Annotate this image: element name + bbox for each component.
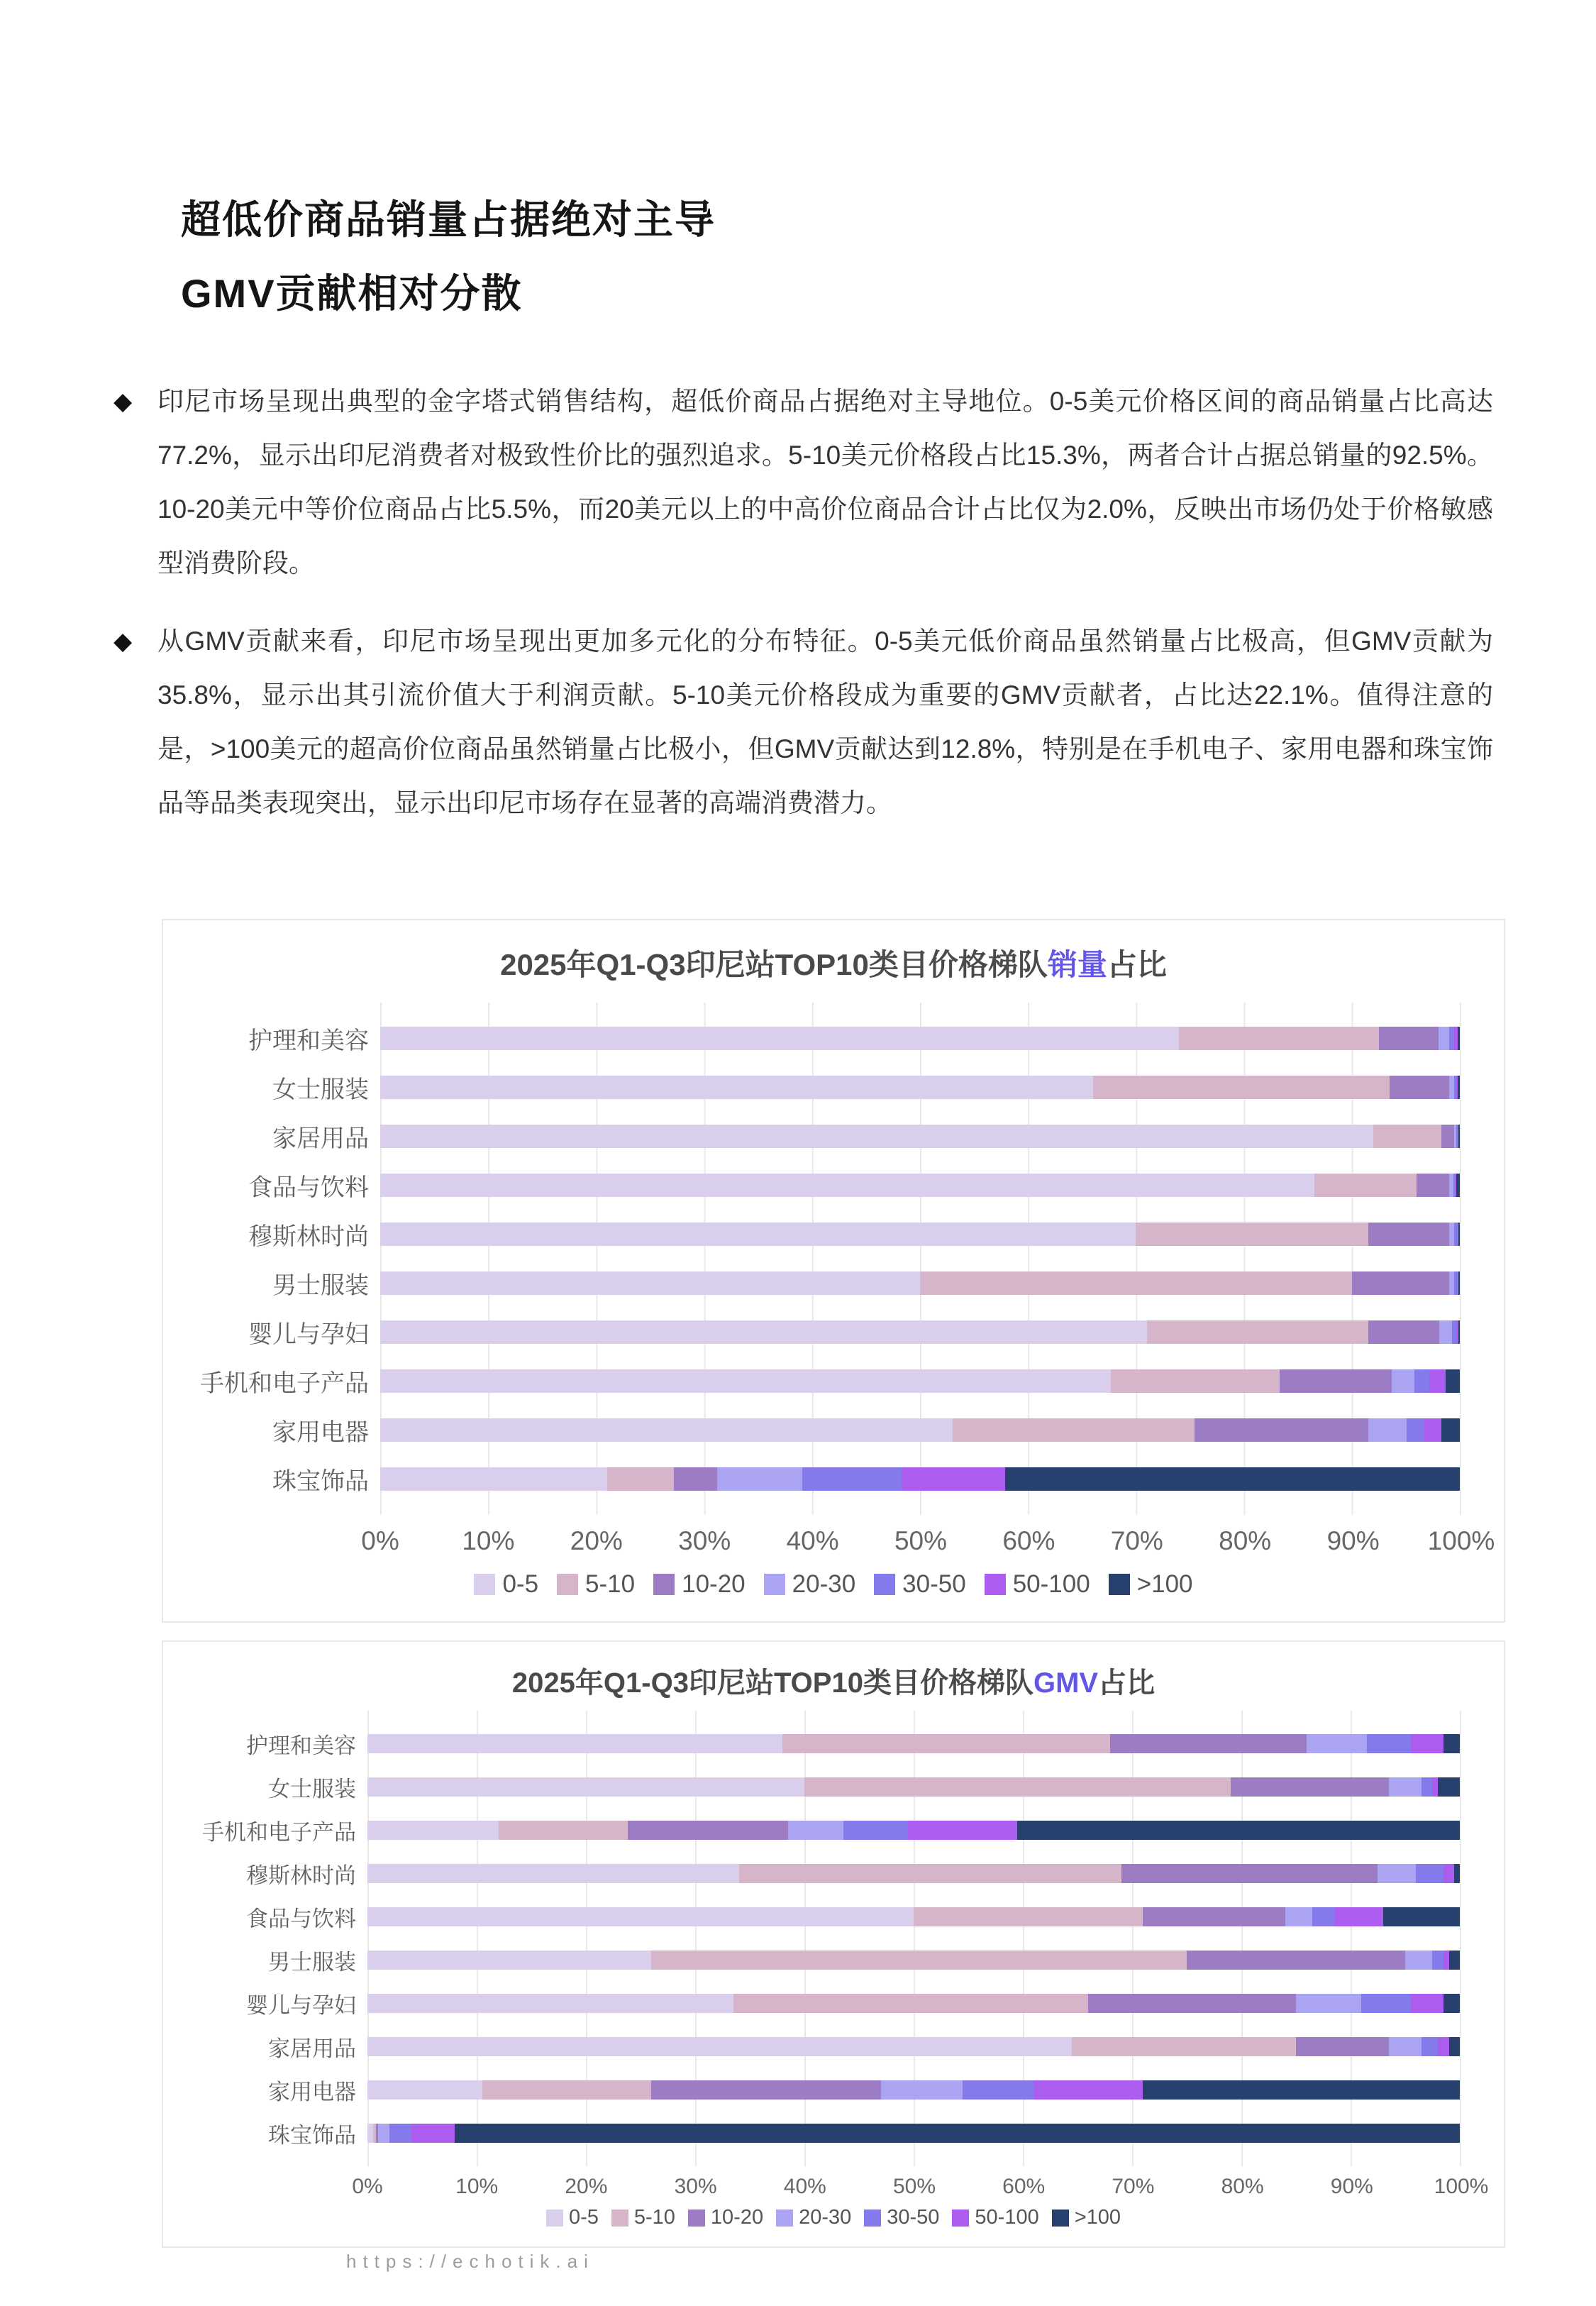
bar-segment [914,1907,1143,1926]
x-axis-tick: 100% [1427,1526,1495,1555]
page-title-line1: 超低价商品销量占据绝对主导 [181,197,716,242]
x-axis-tick: 10% [462,1526,515,1555]
x-axis-tick: 50% [894,1526,948,1555]
x-axis-tick: 0% [361,1526,399,1555]
gmv-share-chart-card [162,1640,1505,2248]
category-label: 食品与饮料 [246,1907,356,1931]
bar-segment [1383,1907,1460,1926]
category-label: 食品与饮料 [248,1174,369,1201]
chart-title-prefix: 2025年Q1-Q3印尼站TOP10类目价格梯队 [500,948,1048,981]
bar-segment [389,2124,411,2143]
legend-item [776,2206,851,2229]
bar-row [380,1210,1460,1259]
bar-row [380,1259,1460,1308]
x-axis-tick: 90% [1330,2175,1373,2198]
bar-segment [1458,1076,1460,1099]
legend-swatch [985,1574,1006,1595]
legend-swatch [688,2210,705,2227]
bar-segment [651,2080,880,2100]
x-axis-tick: 30% [678,1526,731,1555]
bar-segment [1390,1076,1449,1099]
stacked-bar [380,1174,1460,1197]
category-axis [183,1003,380,1560]
bar-segment [367,1907,914,1926]
bar-segment [607,1467,674,1491]
source-url: https://echotik.ai [346,2251,594,2272]
legend-label: 0-5 [568,2206,599,2229]
bar-segment [380,1027,1179,1050]
legend-swatch [557,1574,578,1595]
category-label: 家居用品 [272,1125,369,1152]
bar-segment [380,1223,1136,1246]
bar-segment [1414,1369,1429,1393]
legend-swatch [874,1574,895,1595]
bar-segment [1147,1320,1368,1344]
bar-row [380,1063,1460,1112]
bar-segment [1378,1864,1416,1883]
bar-segment [1422,1777,1432,1797]
stacked-bar [367,2080,1460,2100]
chart-legend [163,2206,1504,2229]
category-label: 女士服装 [272,1076,369,1103]
bar-segment [1458,1027,1460,1050]
legend-swatch [653,1574,675,1595]
chart-title-highlight: GMV [1033,1667,1099,1699]
stacked-bar-plot [367,1711,1461,2166]
bullet-text-sales: 印尼市场呈现出典型的金字塔式销售结构，超低价商品占据绝对主导地位。0-5美元价格区间的商品销量占比高达77.2%，显示出印尼消费者对极致性价比的强烈追求。5-10美元价格段占比15.3%，两者合计占据总销量的92.5%。10-20美元中等价位商品占比5.5%，而20美元以上的中高价位商品合计占比仅为2.0%，反映出市场仍处于价格敏感型消费阶段。 [157,387,1493,578]
bar-segment [380,1320,1147,1344]
bar-segment [380,1418,953,1442]
bar-segment [1422,2037,1438,2056]
bar-segment [804,1777,1231,1797]
bar-segment [1458,1223,1460,1246]
bar-segment [1443,1951,1449,1970]
bullet-text-gmv: 从GMV贡献来看，印尼市场呈现出更加多元化的分布特征。0-5美元低价商品虽然销量占比极高，但GMV贡献为35.8%，显示出其引流价值大于利润贡献。5-10美元价格段成为重要的GMV贡献者，占比达22.1%。值得注意的是，>100美元的超高价位商品虽然销量占比极小，但GMV贡献达到12.8%，特别是在手机电子、家用电器和珠宝饰品等品类表现突出，显示出印尼市场存在显著的高端消费潜力。 [157,627,1493,817]
bar-segment [1361,1994,1410,2013]
bar-segment [367,1821,499,1840]
bar-segment [1312,1907,1334,1926]
bar-segment [367,1994,733,2013]
category-label: 手机和电子产品 [200,1370,369,1397]
bar-segment [1443,1734,1460,1753]
bar-segment [1187,1951,1405,1970]
bar-segment [920,1271,1352,1295]
x-axis-tick: 70% [1112,2175,1155,2198]
bar-segment [1285,1907,1313,1926]
legend-swatch [864,2210,881,2227]
plot-area-wrap [352,1711,1489,2200]
category-label: 女士服装 [268,1777,356,1802]
x-axis-tick: 20% [565,2175,608,2198]
x-axis [352,2169,1489,2200]
bar-segment [1110,1734,1307,1753]
stacked-bar [380,1223,1460,1246]
x-axis-tick: 30% [674,2175,717,2198]
bar-segment [1368,1320,1439,1344]
category-label: 家用电器 [272,1419,369,1446]
x-axis-tick: 40% [786,1526,839,1555]
legend-label: 20-30 [799,2206,852,2229]
stacked-bar [367,1864,1460,1883]
bar-segment [788,1821,844,1840]
bar-row [367,1852,1460,1895]
stacked-bar [367,1734,1460,1753]
legend-label: 30-50 [887,2206,940,2229]
stacked-bar [380,1467,1460,1491]
legend-label: 10-20 [682,1570,746,1598]
diamond-bullet-icon: ◆ [113,628,133,655]
bar-segment [1367,1734,1411,1753]
stacked-bar [367,1821,1460,1840]
stacked-bar [367,1994,1460,2013]
bar-segment [455,2124,1460,2143]
stacked-bar [367,1907,1460,1926]
x-axis-tick: 0% [352,2175,383,2198]
bar-segment [367,1864,739,1883]
stacked-bar [380,1320,1460,1344]
bar-segment [1111,1369,1279,1393]
bar-segment [1449,2037,1460,2056]
bar-segment [1296,1994,1361,2013]
bar-row [367,2068,1460,2112]
legend-item [764,1570,856,1599]
bar-row [380,1308,1460,1357]
bar-segment [367,1951,651,1970]
legend-label: >100 [1074,2206,1121,2229]
category-label: 男士服装 [268,1950,356,1975]
legend-label: 50-100 [975,2206,1039,2229]
legend-item [557,1570,635,1599]
bar-segment [1456,1174,1460,1197]
legend-label: >100 [1136,1570,1193,1598]
bar-segment [1296,2037,1389,2056]
x-axis-tick: 20% [570,1526,623,1555]
bar-segment [499,1821,628,1840]
bar-segment [1389,2037,1422,2056]
bar-segment [378,2124,389,2143]
summary-bullets [113,375,1493,854]
bar-segment [1441,1125,1454,1148]
bar-segment [411,2124,455,2143]
legend-label: 20-30 [792,1570,856,1598]
bar-segment [1443,1994,1460,2013]
bar-segment [628,1821,788,1840]
category-label: 穆斯林时尚 [246,1863,356,1888]
x-axis-tick: 70% [1110,1526,1163,1555]
legend-item [474,1570,538,1599]
bar-segment [1429,1369,1446,1393]
bar-segment [1392,1369,1414,1393]
category-label: 手机和电子产品 [202,1820,356,1845]
bar-row [380,1357,1460,1406]
category-label: 护理和美容 [248,1027,369,1054]
bullet-paragraph-sales [113,375,1493,590]
bar-segment [380,1271,920,1295]
legend-swatch [474,1574,495,1595]
legend-item [874,1570,966,1599]
bar-segment [1136,1223,1368,1246]
bar-segment [1449,1951,1460,1970]
category-label: 珠宝饰品 [272,1468,369,1495]
bar-segment [1093,1076,1390,1099]
chart-body [163,1711,1504,2200]
stacked-bar [380,1027,1460,1050]
bar-segment [733,1994,1089,2013]
bar-segment [1405,1951,1433,1970]
legend-item [611,2206,675,2229]
category-label: 婴儿与孕妇 [248,1321,369,1348]
bar-row [367,1722,1460,1765]
bar-row [367,1765,1460,1809]
bar-row [367,1982,1460,2025]
bullet-paragraph-gmv [113,614,1493,830]
bar-segment [1439,1027,1449,1050]
legend-item [864,2206,939,2229]
bar-segment [1449,1271,1455,1295]
bar-segment [1449,1223,1455,1246]
legend-swatch [776,2210,793,2227]
bar-segment [1424,1418,1441,1442]
bar-segment [1033,2080,1143,2100]
bar-segment [963,2080,1033,2100]
legend-item [688,2206,763,2229]
bar-segment [367,1777,804,1797]
bar-segment [1121,1864,1378,1883]
bar-segment [1368,1418,1407,1442]
stacked-bar [380,1271,1460,1295]
bar-segment [1195,1418,1368,1442]
bar-row [380,1455,1460,1504]
bar-segment [1005,1467,1460,1491]
bar-row [380,1014,1460,1063]
bar-segment [367,1734,782,1753]
bar-segment [1143,1907,1285,1926]
bar-segment [1411,1994,1443,2013]
page-title-line2: GMV贡献相对分散 [181,271,523,316]
bar-row [367,2112,1460,2155]
bar-segment [380,1125,1373,1148]
bar-segment [1314,1174,1417,1197]
bar-segment [1373,1125,1441,1148]
x-axis-tick: 60% [1002,1526,1055,1555]
stacked-bar [367,2037,1460,2056]
chart-title-highlight: 销量 [1047,948,1107,981]
category-label: 男士服装 [272,1272,369,1299]
bar-segment [902,1467,1005,1491]
bar-segment [1416,1864,1443,1883]
bar-segment [1072,2037,1296,2056]
stacked-bar [367,2124,1460,2143]
bar-segment [908,1821,1017,1840]
bar-row [367,1938,1460,1982]
page-title [181,183,716,331]
bar-segment [1458,1271,1460,1295]
bar-segment [1231,1777,1389,1797]
bar-segment [1088,1994,1296,2013]
stacked-bar [380,1076,1460,1099]
category-label: 护理和美容 [246,1733,356,1758]
legend-swatch [1052,2210,1069,2227]
chart-body [163,1003,1504,1560]
bar-segment [1454,1864,1460,1883]
bar-segment [1443,1864,1454,1883]
bar-segment [739,1864,1121,1883]
bar-segment [380,1369,1111,1393]
bar-segment [802,1467,902,1491]
bar-segment [1411,1734,1443,1753]
bar-segment [367,2080,482,2100]
legend-item [1052,2206,1121,2229]
chart-title-prefix: 2025年Q1-Q3印尼站TOP10类目价格梯队 [511,1667,1033,1699]
stacked-bar [380,1369,1460,1393]
chart-title-gmv [163,1660,1504,1701]
bar-segment [1432,1951,1443,1970]
legend-item [546,2206,599,2229]
legend-swatch [611,2210,628,2227]
bar-segment [881,2080,963,2100]
legend-swatch [1109,1574,1130,1595]
bar-segment [367,2124,373,2143]
sales-share-chart-card [162,919,1505,1623]
bar-segment [1438,1777,1460,1797]
x-axis-tick: 80% [1219,1526,1272,1555]
bar-segment [674,1467,717,1491]
bar-segment [1179,1027,1379,1050]
bar-segment [782,1734,1110,1753]
bar-segment [482,2080,652,2100]
category-label: 婴儿与孕妇 [246,1993,356,2018]
legend-swatch [952,2210,969,2227]
stacked-bar [380,1125,1460,1148]
bar-row [367,2025,1460,2068]
bar-segment [367,2037,1072,2056]
bar-segment [1389,1777,1422,1797]
x-axis-tick: 100% [1434,2175,1489,2198]
chart-title-suffix: 占比 [1098,1667,1156,1699]
x-axis-tick: 50% [892,2175,936,2198]
legend-label: 10-20 [710,2206,764,2229]
stacked-bar-plot [380,1003,1461,1515]
diamond-bullet-icon: ◆ [113,388,133,415]
bar-segment [717,1467,802,1491]
category-label: 珠宝饰品 [268,2123,356,2148]
bar-segment [953,1418,1195,1442]
bar-segment [1368,1223,1449,1246]
x-axis [361,1521,1495,1560]
bar-segment [1017,1821,1460,1840]
bar-row [380,1112,1460,1161]
x-axis-tick: 10% [455,2175,499,2198]
category-label: 家居用品 [268,2036,356,2061]
bar-segment [1458,1125,1460,1148]
legend-item [952,2206,1038,2229]
legend-label: 5-10 [633,2206,675,2229]
bar-segment [1458,1320,1460,1344]
bar-segment [1449,1076,1455,1099]
legend-label: 50-100 [1012,1570,1090,1598]
bar-segment [1439,1320,1452,1344]
legend-label: 0-5 [502,1570,539,1598]
category-label: 穆斯林时尚 [248,1223,369,1250]
bar-segment [1417,1174,1449,1197]
chart-legend [163,1570,1504,1599]
stacked-bar [380,1418,1460,1442]
bar-segment [380,1174,1314,1197]
chart-title-suffix: 占比 [1107,948,1167,981]
chart-title-sales [163,942,1504,984]
legend-label: 30-50 [902,1570,966,1598]
x-axis-tick: 80% [1221,2175,1264,2198]
bar-segment [843,1821,908,1840]
bar-row [380,1406,1460,1455]
bar-segment [1143,2080,1460,2100]
legend-item [985,1570,1090,1599]
category-axis [183,1711,367,2200]
bar-segment [1334,1907,1383,1926]
legend-swatch [764,1574,785,1595]
bar-segment [1449,1027,1455,1050]
x-axis-tick: 40% [783,2175,826,2198]
bar-row [367,1895,1460,1938]
bar-segment [1438,2037,1448,2056]
category-label: 家用电器 [268,2080,356,2104]
bar-segment [1432,1777,1438,1797]
bar-segment [1280,1369,1392,1393]
legend-item [1109,1570,1193,1599]
bar-segment [651,1951,1187,1970]
bar-segment [1407,1418,1424,1442]
legend-swatch [546,2210,563,2227]
bar-segment [380,1467,607,1491]
bar-segment [1379,1027,1439,1050]
bar-segment [1352,1271,1449,1295]
x-axis-tick: 90% [1326,1526,1380,1555]
bar-row [367,1809,1460,1852]
bar-segment [1307,1734,1367,1753]
plot-area-wrap [361,1003,1495,1560]
stacked-bar [367,1777,1460,1797]
bar-segment [1446,1369,1460,1393]
legend-item [653,1570,746,1599]
bar-segment [380,1076,1093,1099]
x-axis-tick: 60% [1002,2175,1046,2198]
bar-segment [1441,1418,1460,1442]
stacked-bar [367,1951,1460,1970]
legend-label: 5-10 [585,1570,636,1598]
bar-row [380,1161,1460,1210]
